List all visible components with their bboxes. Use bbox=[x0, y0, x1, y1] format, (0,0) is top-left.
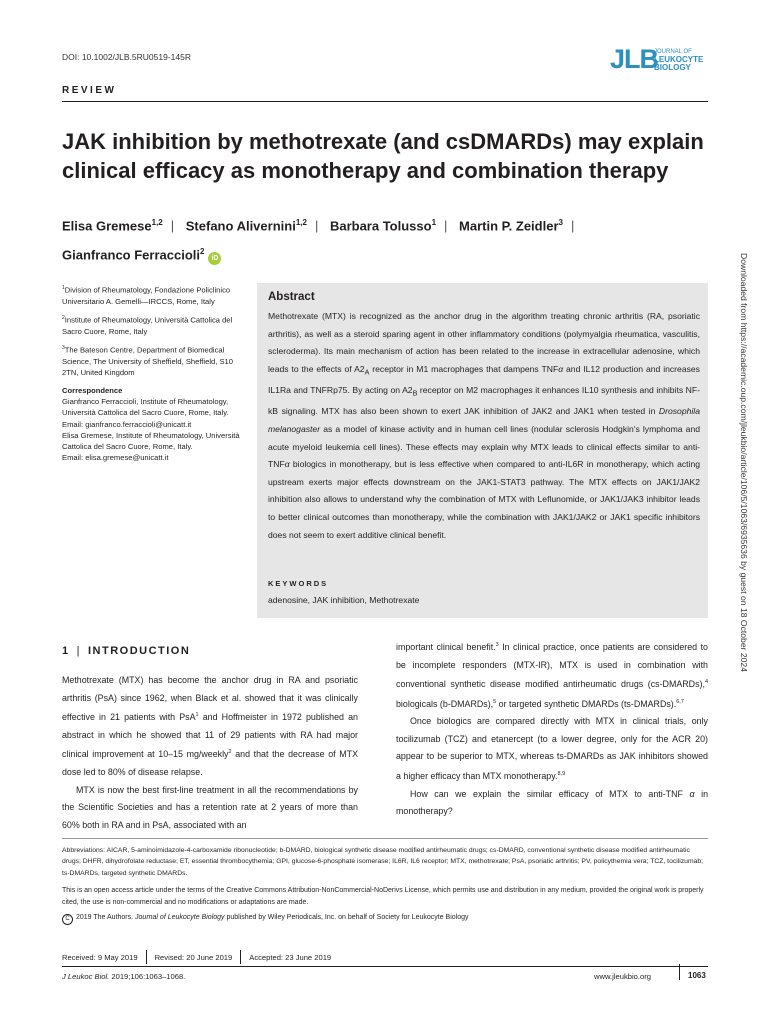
received-date: Received: 9 May 2019 bbox=[62, 953, 138, 962]
journal-website-link[interactable]: www.jleukbio.org bbox=[594, 972, 651, 981]
author-name[interactable]: Gianfranco Ferraccioli bbox=[62, 247, 200, 263]
author-name[interactable]: Martin P. Zeidler bbox=[459, 218, 559, 234]
citation: J Leukoc Biol. 2019;106:1063–1068. bbox=[62, 972, 186, 981]
correspondence-heading: Correspondence bbox=[62, 385, 123, 395]
page-number: 1063 bbox=[688, 971, 706, 980]
logo-words: JOURNAL OF LEUKOCYTE BIOLOGY bbox=[654, 49, 704, 72]
section-heading: 1 | INTRODUCTION bbox=[62, 645, 191, 657]
article-dates bbox=[62, 950, 331, 964]
keywords: adenosine, JAK inhibition, Methotrexate bbox=[268, 595, 420, 605]
keywords-heading: KEYWORDS bbox=[268, 579, 329, 588]
article-title: JAK inhibition by methotrexate (and csDMARDs) may explain clinical efficacy as monotherapy and combination therapy bbox=[62, 129, 704, 183]
revised-date: Revised: 20 June 2019 bbox=[154, 953, 233, 962]
license-text: This is an open access article under the terms of the Creative Commons Attribution-NonCommercial-NoDerivs License, which permits use and distribution in any medium, provided the original work is properly cited, the use is non-commercial and no modifications or adaptations are made. bbox=[62, 887, 704, 906]
page-separator bbox=[679, 964, 680, 980]
body-column-right bbox=[396, 637, 708, 821]
abbreviations: Abbreviations: AICAR, 5-aminoimidazole-4-carboxamide ribonucleotide; b-DMARD, biological synthetic disease modified antirheumatic drugs; cs-DMARD, conventional synthetic disease modified antirheumatic drugs; DHFR, dihydrofolate reductase; ET, essential thrombocythemia; GPI, glucose-6-phosphate isomerase; IL6R, IL6 receptor; MTX, methotrexate; PsA, psoriatic arthritis; PV, policythemia vera; TCZ, tocilizumab; ts-DMARDs, targeted synthetic DMARDs. bbox=[62, 847, 704, 877]
journal-logo[interactable] bbox=[610, 44, 710, 78]
logo-letters: JLB bbox=[610, 44, 659, 74]
affiliations: $^1$Division of Rheumatology, Fondazione Policlinico Universitario A. Gemelli—IRCCS, Rome, Italy $^2$Institute of Rheumatology, Università Cattolica del Sacro Cuore, Rome, Italy $^3$The Bateson Centre, Department of Biomedical Science, The University of Sheffield, Sheffield, S10 2TN, United Kingdom Correspondence Gianfranco Ferraccioli, Institute of Rheumatology, Università Cattolica del Sacro Cuore, Rome, Italy. Email: gianfranco.ferraccioli@unicatt.it Elisa Gremese, Institute of Rheumatology, Università Cattolica del Sacro Cuore, Rome, Italy. Email: elisa.gremese@unicatt.it bbox=[62, 283, 247, 464]
author-name[interactable]: Barbara Tolusso bbox=[329, 218, 432, 234]
copyright-icon: C bbox=[62, 914, 73, 925]
accepted-date: Accepted: 23 June 2019 bbox=[249, 953, 332, 962]
copyright-line: C 2019 The Authors. Journal of Leukocyte Biology published by Wiley Periodicals, Inc. on behalf of Society for Leukocyte Biology bbox=[62, 912, 708, 925]
correspondence-email[interactable]: Email: elisa.gremese@unicatt.it bbox=[62, 453, 169, 463]
paragraph: How can we explain the similar efficacy of MTX to anti-TNF α in monotherapy? bbox=[396, 788, 708, 817]
author-name[interactable]: Elisa Gremese bbox=[62, 218, 152, 234]
section-tag: REVIEW bbox=[62, 85, 117, 96]
affiliation: The Bateson Centre, Department of Biomedical Science, The University of Sheffield, Sheffield, S10 2TN, United Kingdom bbox=[62, 345, 233, 378]
footnote-rule bbox=[62, 838, 708, 839]
doi: DOI: 10.1002/JLB.5RU0519-145R bbox=[62, 52, 191, 62]
author-list: Elisa Gremese$^{1,2}$ | Stefano Alivernini$^{1,2}$ | Barbara Tolusso$^1$ | Martin P. Zeidler$^3$ | Gianfranco Ferraccioli$^2$iD bbox=[62, 218, 575, 263]
paragraph: important clinical benefit.$^3$ In clinical practice, once patients are considered to be incomplete responders (MTX-IR), MTX is used in combination with conventional synthetic disease modified antirheumatic drugs (cs-DMARDs),$^4$ biologicals (b-DMARDs),$^5$ or targeted synthetic DMARDs (ts-DMARDs).$^{6,7}$ bbox=[396, 641, 708, 709]
header-rule bbox=[62, 101, 708, 102]
footer-rule bbox=[62, 966, 708, 967]
affiliation: Institute of Rheumatology, Università Cattolica del Sacro Cuore, Rome, Italy bbox=[62, 315, 233, 336]
paragraph: Methotrexate (MTX) has become the anchor drug in RA and psoriatic arthritis (PsA) since 1962, when Black et al. showed that it was clinically effective in 21 patients with PsA$^1$ and Hoffmeister in 1972 published an abstract in which he showed that 11 of 29 patients with RA had major clinical improvement at 10–15 mg/weekly$^2$ and that the decrease of MTX dose led to 80% of disease relapse. bbox=[62, 675, 359, 777]
correspondence-text: Gianfranco Ferraccioli, Institute of Rheumatology, Università Cattolica del Sacro Cuore, Rome, Italy. bbox=[62, 396, 229, 418]
abstract-text: Methotrexate (MTX) is recognized as the anchor drug in the algorithm treating chronic arthritis (RA, psoriatic arthritis), as well as a steroid sparing agent in other inflammatory conditions (polymyalgia rheumatica, vasculitis, scleroderma). Its main mechanism of action has been related to the increase in extracellular adenosine, which leads to the effects of $A2_A$ receptor in M1 macrophages that dampens TNFα and IL12 production and increases IL1Ra and TNFRp75. By acting on $A2_B$ receptor on M2 macrophages it enhances IL10 synthesis and inhibits NF-kB signaling. MTX has also been shown to exert JAK inhibition of JAK2 and JAK1 when tested in Drosophila melanogaster as a model of kinase activity and in human cell lines (nodular sclerosis Hodgkin's lymphoma and acute myeloid leukemia cell lines). These effects may explain why MTX leads to clinical effects similar to anti-TNFα biologics in monotherapy, but is less effective when compared to anti-IL6R in monotherapy, which acting upstream exerts major effects downstream on the JAK1-STAT3 pathway. The MTX effects on JAK1/JAK2 inhibition also allows to understand why the combination of MTX with Leflunomide, or JAK1/JAK3 inhibitor leads to better clinical outcomes than monotherapy, while the combination with JAK1/JAK2 or JAK1 specific inhibitors does not seem to exert additive clinical benefit. bbox=[268, 311, 700, 540]
correspondence-text: Elisa Gremese, Institute of Rheumatology, Università Cattolica del Sacro Cuore, Rome, Italy. bbox=[62, 430, 240, 452]
orcid-icon[interactable]: iD bbox=[208, 252, 221, 265]
abstract-box bbox=[257, 283, 708, 618]
download-note: Downloaded from https://academic.oup.com/jleukbio/article/106/5/1063/6935636 by guest on 18 October 2024 bbox=[739, 253, 749, 672]
paragraph: Once biologics are compared directly with MTX in clinical trials, only tocilizumab (TCZ) and etanercept (to a lower degree, only for the ACR 20) appear to be superior to MTX, whereas ts-DMARDs as JAK inhibitors showed a higher efficacy than MTX monotherapy.$^{8,9}$ bbox=[396, 716, 708, 782]
abstract-heading: Abstract bbox=[268, 291, 315, 303]
affiliation: Division of Rheumatology, Fondazione Policlinico Universitario A. Gemelli—IRCCS, Rome, Italy bbox=[62, 285, 231, 306]
correspondence-email[interactable]: Email: gianfranco.ferraccioli@unicatt.it bbox=[62, 419, 192, 429]
body-column-left bbox=[62, 672, 358, 834]
author-name[interactable]: Stefano Alivernini bbox=[185, 218, 296, 234]
paragraph: MTX is now the best first-line treatment in all the recommendations by the Scientific Societies and has a retention rate at 2 years of more than 60% both in RA and in PsA, associated with an bbox=[62, 784, 358, 830]
